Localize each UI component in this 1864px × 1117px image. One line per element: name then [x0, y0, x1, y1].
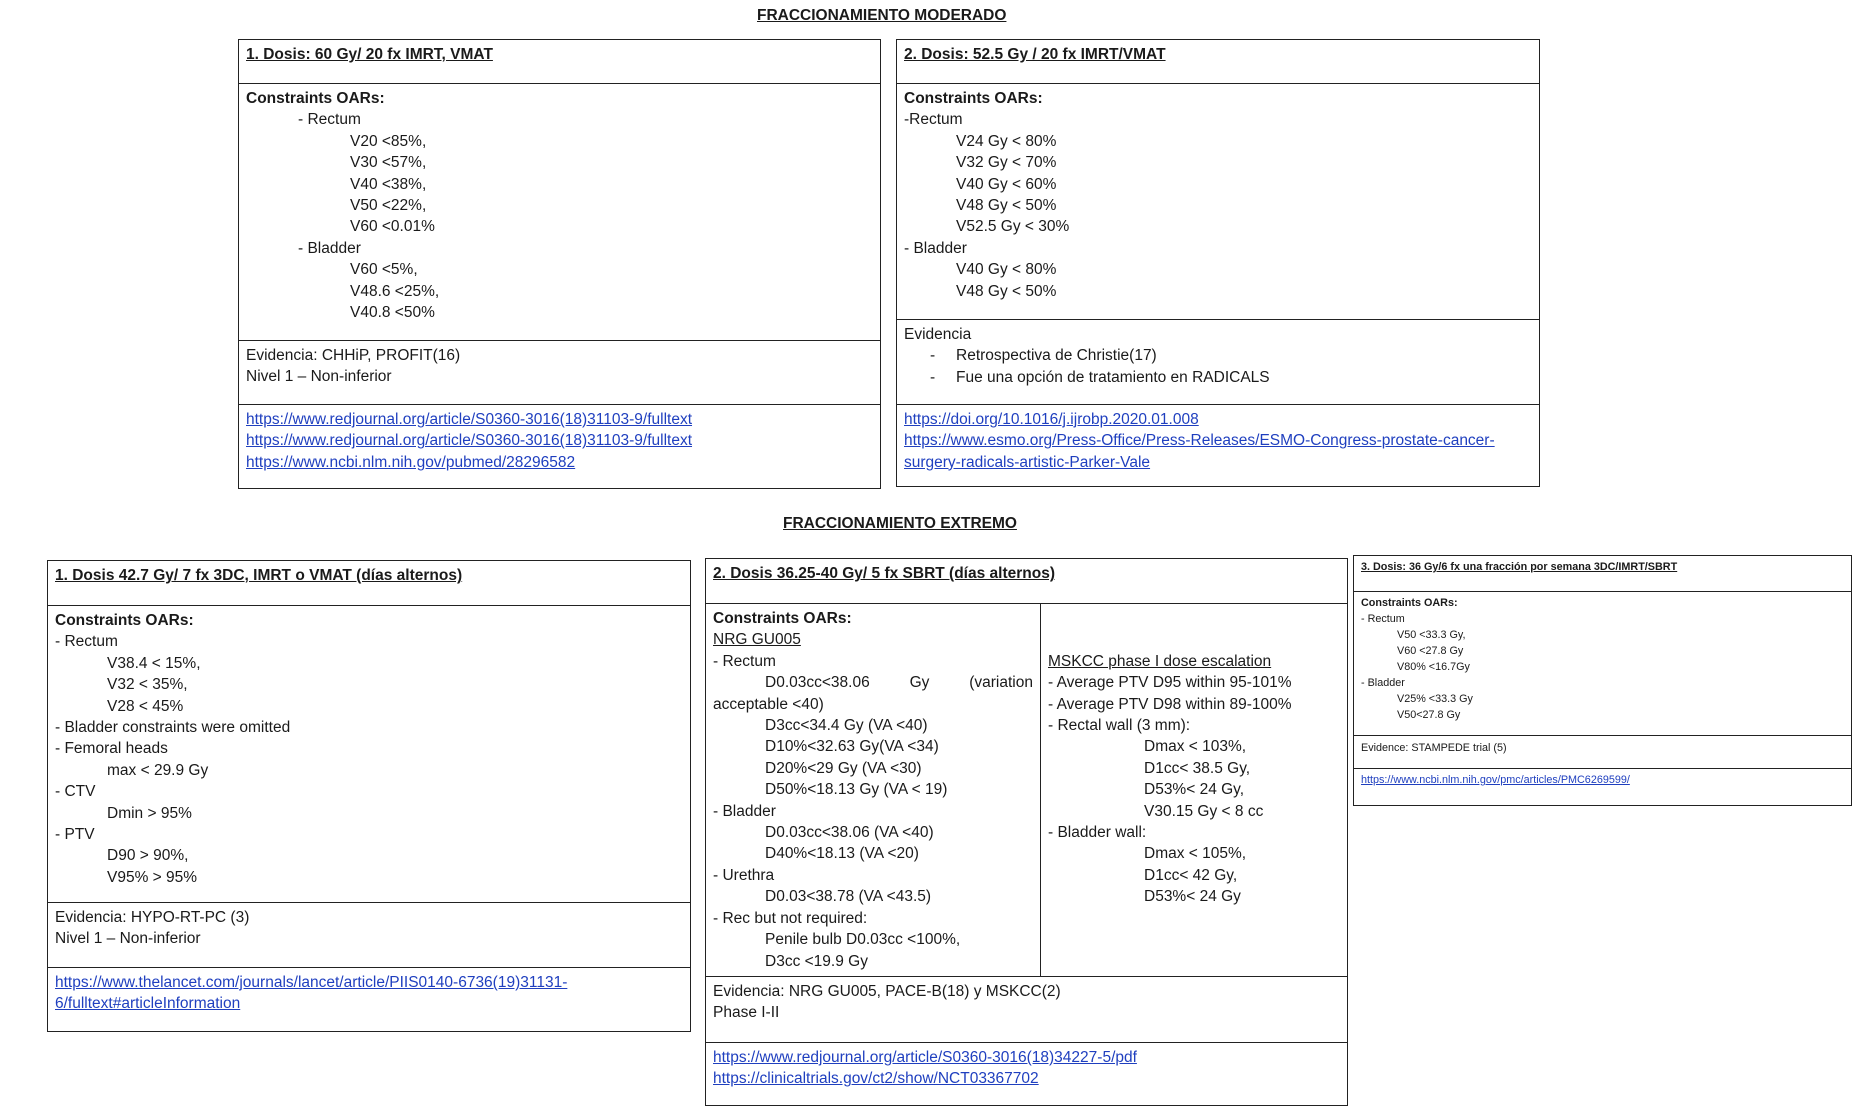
mod1-link[interactable]: https://www.redjournal.org/article/S0360-3016(18)31103-9/fulltext [246, 411, 693, 428]
mod2-bladder-item: V40 Gy < 80% [956, 261, 1057, 279]
ext2-constraints-label: Constraints OARs: [713, 610, 852, 627]
mod1-constraints-label: Constraints OARs: [246, 90, 385, 107]
ext2-box [705, 558, 1348, 1106]
ext1-links-cell [48, 967, 690, 1031]
ext1-rectum-item: V38.4 < 15%, [107, 654, 201, 672]
spacer [1048, 629, 1340, 650]
ext2-rec-item: D3cc <19.9 Gy [765, 952, 868, 970]
mod2-constraints-cell [897, 83, 1539, 319]
ext2-rectal-item: Dmax < 103%, [1144, 738, 1247, 756]
mod2-evidence-label: Evidencia [904, 326, 972, 343]
ext2-rectum-first-b: Gy [909, 674, 930, 692]
ext2-rec-item: Penile bulb D0.03cc <100%, [765, 931, 961, 949]
mod2-rectum-item: V24 Gy < 80% [956, 132, 1057, 150]
ext3-links-cell [1354, 768, 1851, 805]
mod2-link[interactable]: https://doi.org/10.1016/j.ijrobp.2020.01.008 [904, 411, 1199, 428]
mod2-rectum-item: V52.5 Gy < 30% [956, 218, 1070, 236]
ext1-evidence-line: Nivel 1 – Non-inferior [55, 930, 201, 948]
ext2-rectal-item: D53%< 24 Gy, [1144, 781, 1245, 799]
spacer [1048, 608, 1340, 629]
ext3-rectum-item: V60 <27.8 Gy [1397, 645, 1464, 657]
mod2-evidence-text: Retrospectiva de Christie(17) [956, 347, 1157, 365]
mod1-title: 1. Dosis: 60 Gy/ 20 fx IMRT, VMAT [246, 46, 493, 63]
mod1-constraints-cell [239, 83, 880, 340]
ext2-evidence-line: Phase I-II [713, 1004, 780, 1022]
heading-extreme: FRACCIONAMIENTO EXTREMO [783, 515, 1017, 532]
ext2-evidence-cell [706, 976, 1347, 1042]
mod1-link[interactable]: https://www.ncbi.nlm.nih.gov/pubmed/28296582 [246, 453, 576, 471]
mod1-box [238, 39, 881, 489]
ext3-rectum-label: - Rectum [1361, 613, 1405, 625]
ext2-mskcc-item: - Average PTV D98 within 89-100% [1048, 695, 1292, 713]
ext1-ptv-item: V95% > 95% [107, 868, 198, 886]
ext1-femoral-label: - Femoral heads [55, 740, 168, 758]
ext2-rectum-first-c: (variation [969, 674, 1033, 692]
ext1-link[interactable]: 6/fulltext#articleInformation [55, 995, 241, 1013]
mod2-rectum-item: V40 Gy < 60% [956, 175, 1057, 193]
ext1-ctv-label: - CTV [55, 783, 96, 801]
mod1-evidence-line: Evidencia: CHHiP, PROFIT(16) [246, 347, 461, 364]
ext2-rectum-first-cont: acceptable <40) [713, 695, 824, 713]
ext2-link[interactable]: https://www.redjournal.org/article/S0360-3016(18)34227-5/pdf [713, 1049, 1137, 1066]
ext2-rectal-item: D1cc< 38.5 Gy, [1144, 759, 1251, 777]
ext3-constraints-cell [1354, 591, 1851, 735]
ext2-bwall-label: - Bladder wall: [1048, 824, 1147, 842]
mod1-bladder-label: - Bladder [298, 239, 361, 257]
ext2-mskcc-column [1041, 604, 1347, 976]
ext2-rectal-label: - Rectal wall (3 mm): [1048, 717, 1191, 735]
heading-moderate: FRACCIONAMIENTO MODERADO [757, 7, 1007, 24]
ext3-constraints-label: Constraints OARs: [1361, 597, 1458, 609]
mod2-bladder-label: - Bladder [904, 239, 967, 257]
ext2-evidence-line: Evidencia: NRG GU005, PACE-B(18) y MSKCC(2) [713, 983, 1061, 1000]
ext1-evidence-line: Evidencia: HYPO-RT-PC (3) [55, 909, 250, 926]
ext2-bladder-item: D0.03cc<38.06 (VA <40) [765, 824, 934, 842]
ext3-bladder-label: - Bladder [1361, 677, 1405, 689]
mod1-rectum-item: V30 <57%, [350, 154, 427, 172]
ext1-rectum-item: V32 < 35%, [107, 676, 188, 694]
ext2-constraints-cell [706, 603, 1347, 976]
ext3-title: 3. Dosis: 36 Gy/6 fx una fracción por semana 3DC/IMRT/SBRT [1361, 561, 1678, 573]
mod2-bladder-item: V48 Gy < 50% [956, 282, 1057, 300]
ext3-title-cell [1354, 556, 1851, 591]
bullet-dash: - [930, 368, 936, 386]
mod2-evidence-item [904, 367, 1532, 388]
mod2-evidence-item [904, 345, 1532, 366]
ext1-ptv-label: - PTV [55, 826, 95, 844]
ext1-constraints-cell [48, 605, 690, 902]
ext3-evidence-cell [1354, 735, 1851, 768]
mod2-links-cell [897, 404, 1539, 486]
bullet-dash: - [930, 347, 936, 365]
ext1-ptv-item: D90 > 90%, [107, 847, 189, 865]
mod2-rectum-item: V32 Gy < 70% [956, 154, 1057, 172]
ext3-evidence: Evidence: STAMPEDE trial (5) [1361, 742, 1507, 754]
ext1-rectum-label: - Rectum [55, 633, 118, 651]
ext2-bwall-item: Dmax < 105%, [1144, 845, 1247, 863]
mod2-evidence-text: Fue una opción de tratamiento en RADICALS [956, 368, 1270, 386]
ext2-rectum-item: D10%<32.63 Gy(VA <34) [765, 738, 939, 756]
ext2-mskcc-label: MSKCC phase I dose escalation [1048, 652, 1272, 670]
ext3-rectum-item: V80% <16.7Gy [1397, 661, 1470, 673]
mod1-rectum-item: V40 <38%, [350, 175, 427, 193]
mod1-title-cell [239, 40, 880, 83]
ext1-bladder-note: - Bladder constraints were omitted [55, 719, 291, 737]
mod1-bladder-item: V48.6 <25%, [350, 282, 440, 300]
ext2-rec-label: - Rec but not required: [713, 909, 868, 927]
mod2-constraints-label: Constraints OARs: [904, 90, 1043, 107]
ext2-title-cell [706, 559, 1347, 603]
ext3-link[interactable]: https://www.ncbi.nlm.nih.gov/pmc/articles/PMC6269599/ [1361, 774, 1630, 786]
ext2-bwall-item: D1cc< 42 Gy, [1144, 866, 1238, 884]
mod2-link[interactable]: https://www.esmo.org/Press-Office/Press-Releases/ESMO-Congress-prostate-cancer- [904, 432, 1495, 450]
ext1-femoral-item: max < 29.9 Gy [107, 761, 209, 779]
ext2-bladder-item: D40%<18.13 (VA <20) [765, 845, 919, 863]
mod2-title-cell [897, 40, 1539, 83]
ext2-rectum-item: D20%<29 Gy (VA <30) [765, 759, 922, 777]
ext2-rectal-item: V30.15 Gy < 8 cc [1144, 802, 1264, 820]
ext2-rectum-label: - Rectum [713, 652, 776, 670]
mod1-link[interactable]: https://www.redjournal.org/article/S0360-3016(18)31103-9/fulltext [246, 432, 693, 450]
ext2-urethra-label: - Urethra [713, 866, 775, 884]
ext1-title-cell [48, 561, 690, 605]
mod2-evidence-cell [897, 319, 1539, 404]
mod2-title: 2. Dosis: 52.5 Gy / 20 fx IMRT/VMAT [904, 46, 1166, 63]
ext1-constraints-label: Constraints OARs: [55, 612, 194, 629]
ext3-bladder-item: V25% <33.3 Gy [1397, 693, 1473, 705]
mod1-rectum-label: - Rectum [298, 111, 361, 129]
ext1-box [47, 560, 691, 1032]
ext2-rectum-item: D50%<18.13 Gy (VA < 19) [765, 781, 948, 799]
mod1-rectum-item: V20 <85%, [350, 132, 427, 150]
ext2-bladder-label: - Bladder [713, 802, 776, 820]
ext2-rectum-first-a: D0.03cc<38.06 [765, 674, 870, 692]
ext2-rectum-first [713, 672, 1033, 693]
mod1-evidence-line: Nivel 1 – Non-inferior [246, 368, 392, 386]
mod1-links-cell [239, 404, 880, 488]
ext2-nrg-label: NRG GU005 [713, 631, 801, 649]
ext2-title: 2. Dosis 36.25-40 Gy/ 5 fx SBRT (días alternos) [713, 565, 1055, 582]
mod2-rectum-label: -Rectum [904, 111, 963, 129]
ext2-link[interactable]: https://clinicaltrials.gov/ct2/show/NCT03367702 [713, 1070, 1039, 1088]
ext3-bladder-item: V50<27.8 Gy [1397, 709, 1461, 721]
mod2-rectum-item: V48 Gy < 50% [956, 197, 1057, 215]
ext3-rectum-item: V50 <33.3 Gy, [1397, 629, 1466, 641]
ext1-evidence-cell [48, 902, 690, 967]
ext2-mskcc-item: - Average PTV D95 within 95-101% [1048, 674, 1292, 692]
ext3-box [1353, 555, 1852, 806]
mod2-box [896, 39, 1540, 487]
ext1-link[interactable]: https://www.thelancet.com/journals/lancet/article/PIIS0140-6736(19)31131- [55, 974, 568, 991]
ext2-bwall-item: D53%< 24 Gy [1144, 888, 1241, 906]
ext2-nrg-column [706, 604, 1041, 976]
mod1-bladder-item: V40.8 <50% [350, 304, 435, 322]
mod1-rectum-item: V50 <22%, [350, 197, 427, 215]
ext2-links-cell [706, 1042, 1347, 1105]
mod1-rectum-item: V60 <0.01% [350, 218, 435, 236]
ext1-title: 1. Dosis 42.7 Gy/ 7 fx 3DC, IMRT o VMAT (días alternos) [55, 567, 463, 584]
mod2-link[interactable]: surgery-radicals-artistic-Parker-Vale [904, 453, 1151, 471]
mod1-evidence-cell [239, 340, 880, 404]
ext2-rectum-item: D3cc<34.4 Gy (VA <40) [765, 717, 928, 735]
ext2-urethra-item: D0.03<38.78 (VA <43.5) [765, 888, 932, 906]
ext1-ctv-item: Dmin > 95% [107, 804, 192, 822]
mod1-bladder-item: V60 <5%, [350, 261, 418, 279]
ext1-rectum-item: V28 < 45% [107, 697, 184, 715]
